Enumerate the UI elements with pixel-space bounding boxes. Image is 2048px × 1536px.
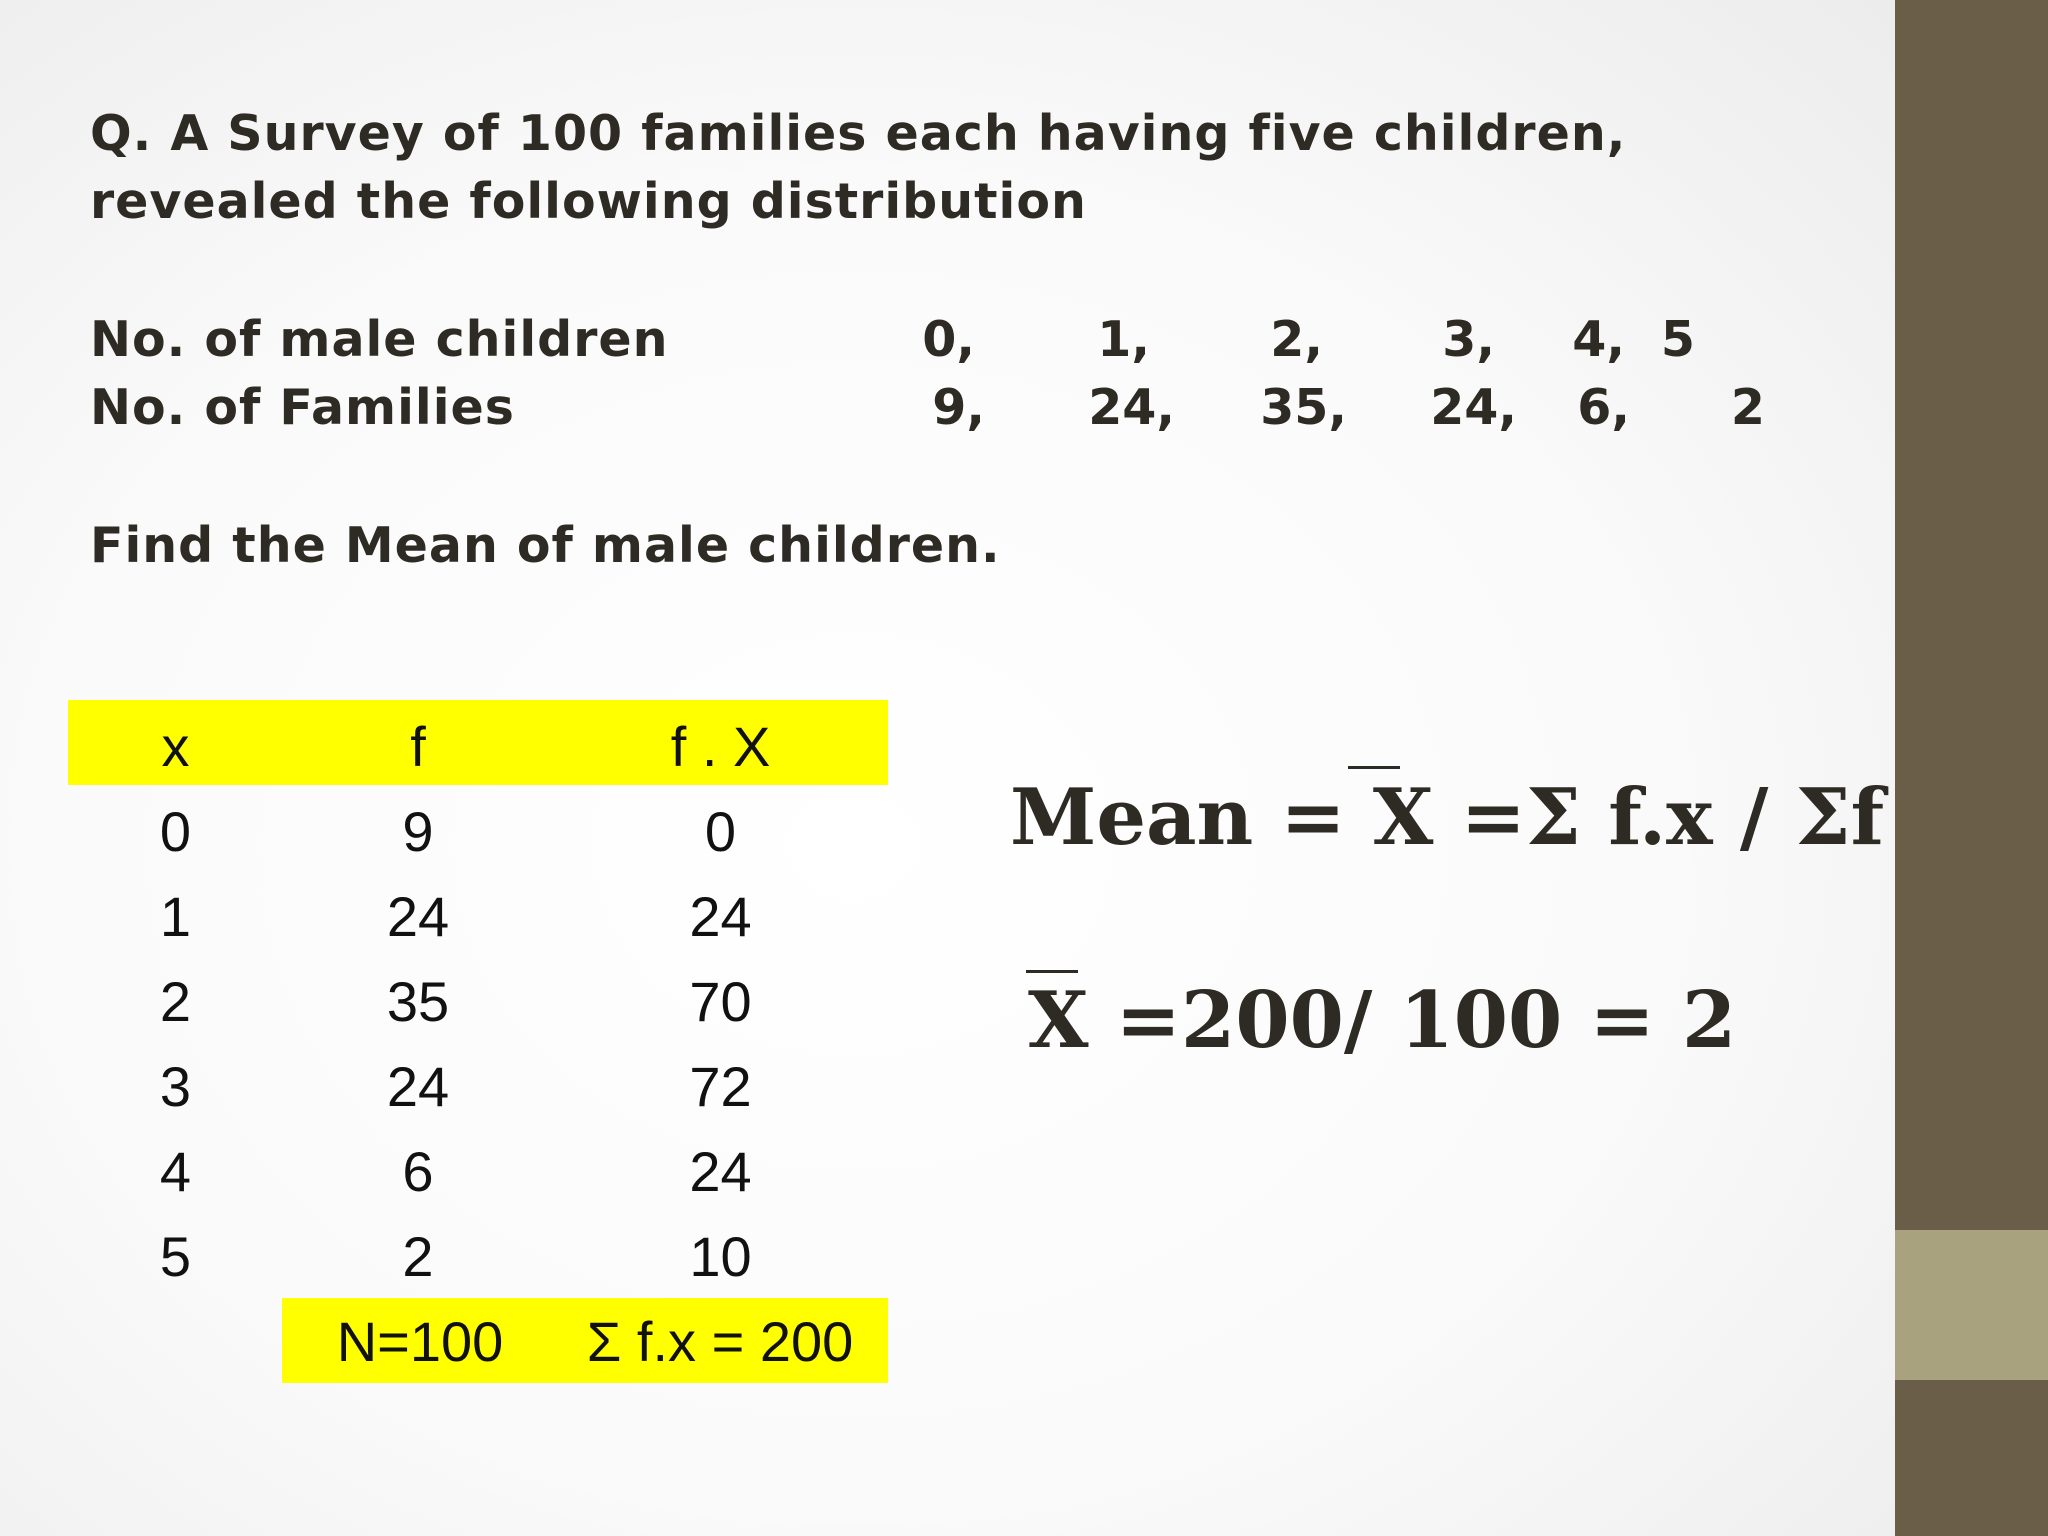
family-value: 35, [1260,379,1347,436]
family-value: 6, [1577,379,1630,436]
task-text: Find the Mean of male children. [90,517,1001,574]
table-footer-n: N=100 [336,1310,504,1373]
mean-calculation [1028,975,1736,1066]
families-label: No. of Families [90,379,515,436]
table-cell-fx: 24 [689,1140,752,1203]
question-line-2: revealed the following distribution [90,173,1087,230]
families-row [90,374,1765,442]
table-footer-sum: Σ f.x = 200 [586,1310,854,1373]
xbar-overline [1026,970,1078,973]
family-value: 9, [932,379,985,436]
table-cell-f: 24 [386,885,450,948]
xbar-symbol: X [1028,975,1089,1066]
table-cell-fx: 24 [689,885,752,948]
question-line-1: Q. A Survey of 100 families each having five children, [90,105,1627,162]
mean-calculation-rest: =200/ 100 = 2 [1088,975,1737,1066]
male-value: 3, [1442,311,1495,368]
table-cell-x: 1 [159,885,192,948]
xbar-overline [1348,766,1400,769]
male-value: 1, [1097,311,1150,368]
mean-formula [1010,772,1884,863]
table-cell-x: 4 [159,1140,192,1203]
question-text [90,100,1870,236]
table-cell-fx: 0 [704,800,737,863]
table-cell-f: 24 [386,1055,450,1118]
family-value: 24, [1430,379,1517,436]
table-cell-f: 6 [402,1140,434,1203]
table-header-f: f [410,715,426,778]
table-cell-fx: 70 [689,970,752,1033]
table-cell-fx: 72 [689,1055,752,1118]
table-header-x: x [161,715,190,778]
mean-formula-rest: =Σ f.x / Σf [1433,772,1885,863]
male-value: 4, [1572,311,1625,368]
table-cell-f: 2 [402,1225,434,1288]
table-cell-x: 3 [159,1055,192,1118]
male-value: 2, [1270,311,1323,368]
table-cell-fx: 10 [689,1225,752,1288]
family-value: 24, [1088,379,1175,436]
table-cell-x: 5 [159,1225,192,1288]
table-header-fx: f . X [670,715,771,778]
side-accent-block [1895,1230,2048,1380]
mean-prefix: Mean = [1010,772,1373,863]
table-cell-f: 9 [402,800,434,863]
table-cell-f: 35 [386,970,450,1033]
male-children-row [90,306,1695,374]
xbar-symbol: X [1372,772,1434,863]
family-value: 2 [1730,379,1765,436]
male-value: 5 [1660,311,1695,368]
table-cell-x: 0 [159,800,192,863]
table-cell-x: 2 [159,970,192,1033]
male-children-label: No. of male children [90,311,669,368]
male-value: 0, [922,311,975,368]
